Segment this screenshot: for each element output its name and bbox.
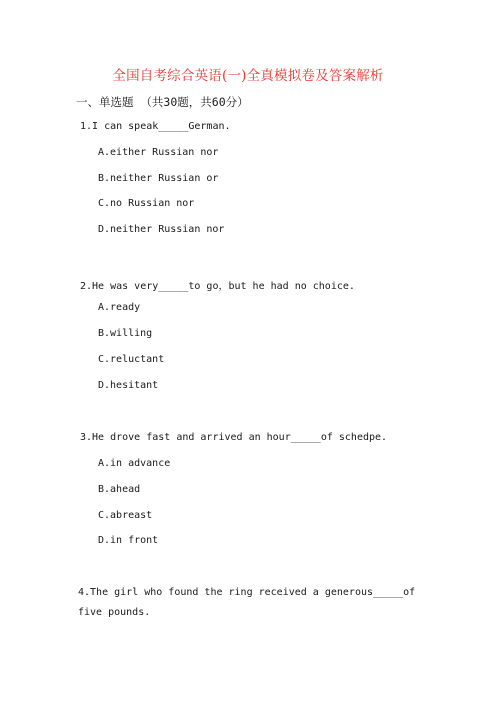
- question-3-option-b: B.ahead: [98, 484, 141, 495]
- question-2-stem: 2.He was very_____to go，but he had no choice.: [80, 281, 355, 292]
- question-1-option-b: B.neither Russian or: [98, 173, 219, 184]
- section-heading: 一、单选题 （共30题，共60分）: [76, 95, 249, 109]
- question-3-option-c: C.abreast: [98, 510, 153, 521]
- question-3-option-a: A.in advance: [98, 458, 171, 469]
- question-2-option-d: D.hesitant: [98, 380, 159, 391]
- document-title: 全国自考综合英语(一)全真模拟卷及答案解析: [112, 68, 384, 84]
- question-1-option-d: D.neither Russian nor: [98, 224, 225, 235]
- question-2-option-a: A.ready: [98, 302, 141, 313]
- question-1-option-a: A.either Russian nor: [98, 147, 219, 158]
- question-1-option-c: C.no Russian nor: [98, 198, 195, 209]
- question-4-stem: 4.The girl who found the ring received a generous_____of five pounds.: [78, 587, 416, 618]
- question-2-option-c: C.reluctant: [98, 354, 165, 365]
- question-3-stem: 3.He drove fast and arrived an hour_____of schedpe.: [80, 432, 388, 443]
- question-1-stem: 1.I can speak_____German.: [80, 121, 231, 132]
- question-3-option-d: D.in front: [98, 535, 159, 546]
- question-2-option-b: B.willing: [98, 328, 153, 339]
